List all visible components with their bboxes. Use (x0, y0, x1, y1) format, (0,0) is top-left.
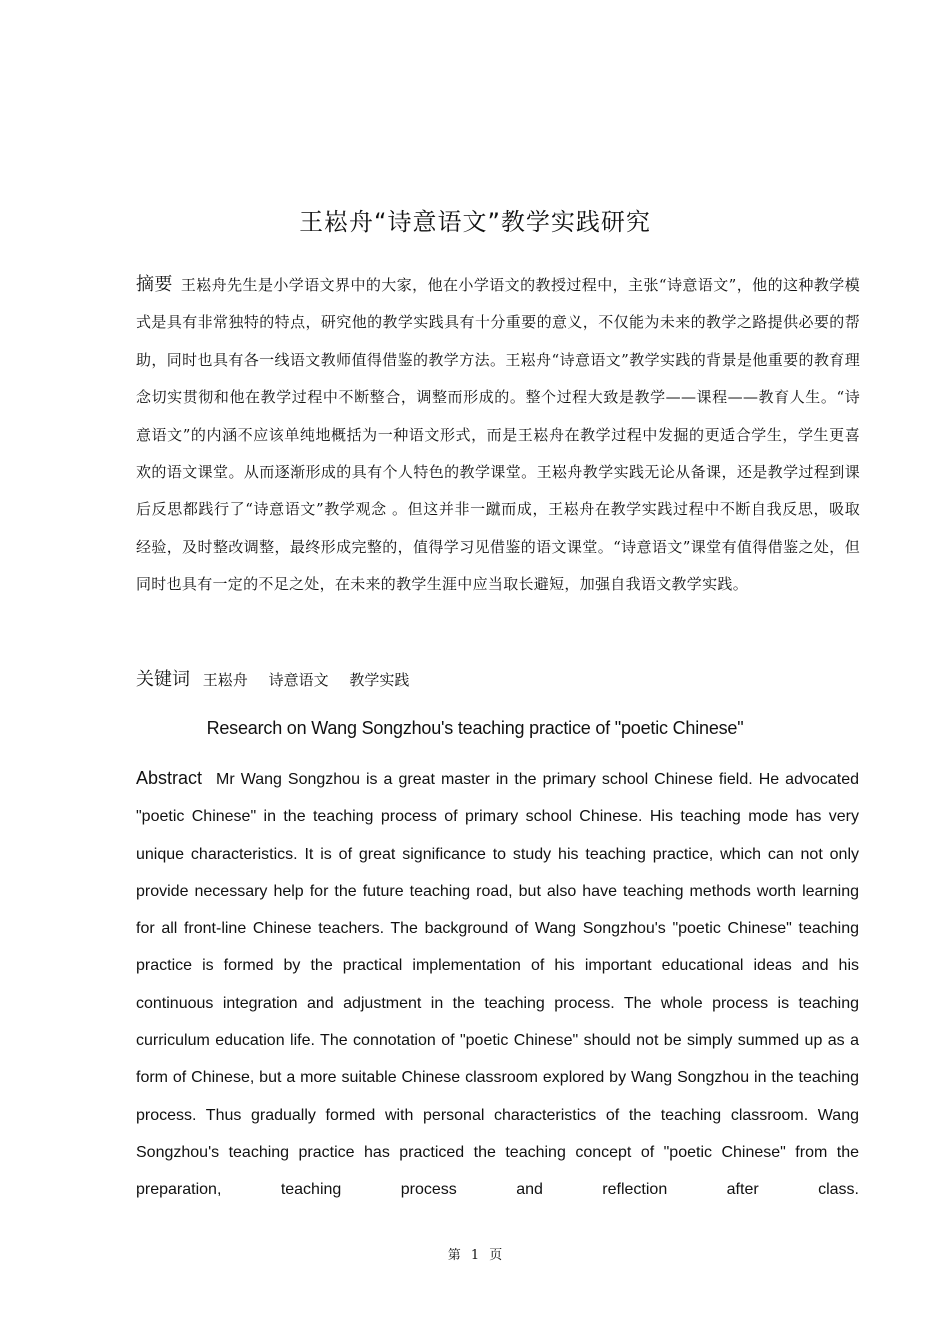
english-abstract (136, 760, 859, 1209)
page-number: 1 (470, 1248, 480, 1263)
chinese-abstract-text: 王崧舟先生是小学语文界中的大家，他在小学语文的教授过程中，主张“诗意语文”，他的这种教学模式是具有非常独特的特点，研究他的教学实践具有十分重要的意义，不仅能为未来的教学之路提供必要的帮助，同时也具有各一线语文教师值得借鉴的教学方法。王崧舟“诗意语文”教学实践的背景是他重要的教育理念切实贯彻和他在教学过程中不断整合，调整而形成的。整个过程大致是教学——课程——教育人生。“诗意语文”的内涵不应该单纯地概括为一种语文形式，而是王崧舟在教学过程中发掘的更适合学生，学生更喜欢的语文课堂。从而逐渐形成的具有个人特色的教学课堂。王崧舟教学实践无论从备课，还是教学过程到课后反思都践行了“诗意语文”教学观念 。但这并非一蹴而成，王崧舟在教学实践过程中不断自我反思，吸取经验，及时整改调整，最终形成完整的，值得学习见借鉴的语文课堂。“诗意语文”课堂有值得借鉴之处，但同时也具有一定的不足之处，在未来的教学生涯中应当取长避短，加强自我语文教学实践。 (136, 276, 860, 594)
chinese-title: 王崧舟“诗意语文”教学实践研究 (299, 208, 651, 236)
english-abstract-text: Mr Wang Songzhou is a great master in the primary school Chinese field. He advocated "poetic Chinese" in the teaching process of primary school Chinese. His teaching mode has very unique characteristics. It is of great significance to study his teaching practice, which can not only provide necessary help for the future teaching road, but also have teaching methods worth learning for all front-line Chinese teachers. The background of Wang Songzhou's "poetic Chinese" teaching practice is formed by the practical implementation of his important educational ideas and his continuous integration and adjustment in the teaching process. The whole process is teaching curriculum education life. The connotation of "poetic Chinese" should not be simply summed up as a form of Chinese, but a more suitable Chinese classroom explored by Wang Songzhou in the teaching process. Thus gradually formed with personal characteristics of the teaching classroom. Wang Songzhou's teaching practice has practiced the teaching concept of "poetic Chinese" from the preparation, teaching process and reflection after class. (136, 771, 859, 1199)
chinese-abstract-label: 摘要 (136, 274, 173, 295)
english-abstract-label: Abstract (136, 768, 203, 788)
english-title: Research on Wang Songzhou's teaching practice of "poetic Chinese" (206, 718, 744, 738)
footer-prefix: 第 (447, 1248, 461, 1263)
chinese-keywords (136, 662, 425, 698)
keyword-item: 王崧舟 (202, 671, 248, 689)
chinese-keywords-label: 关键词 (136, 669, 190, 690)
keyword-item: 诗意语文 (268, 671, 329, 689)
page-footer (0, 1246, 950, 1266)
footer-suffix: 页 (489, 1248, 503, 1263)
chinese-abstract (136, 266, 860, 604)
keyword-item: 教学实践 (349, 671, 410, 689)
